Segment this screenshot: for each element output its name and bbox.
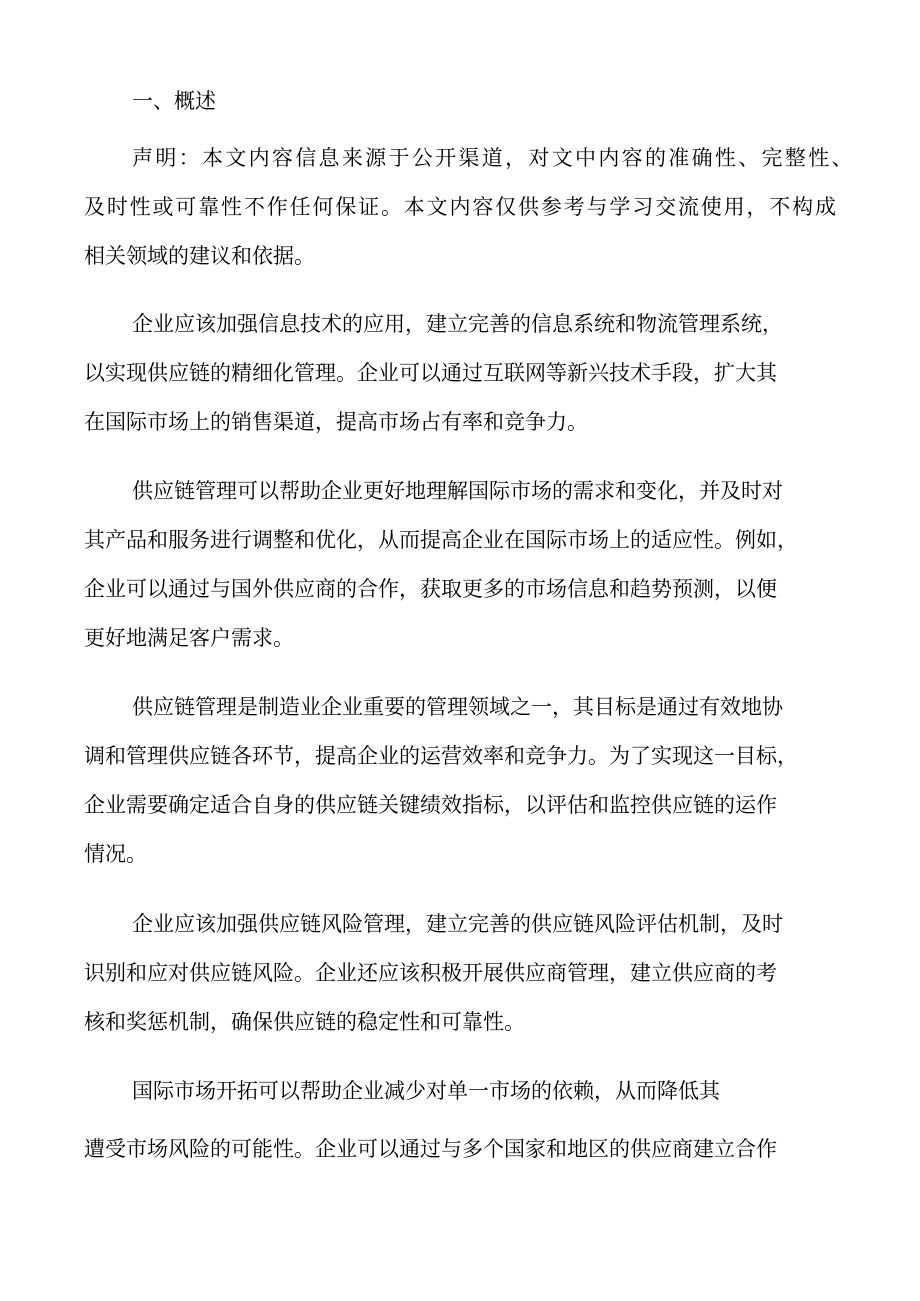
paragraph-line: 相关领域的建议和依据。 <box>84 244 315 268</box>
paragraph-line: 供应链管理是制造业企业重要的管理领域之一，其目标是通过有效地协 <box>132 695 783 719</box>
paragraph-line: 以实现供应链的精细化管理。企业可以通过互联网等新兴技术手段，扩大其 <box>84 361 777 385</box>
paragraph-line: 及时性或可靠性不作任何保证。本文内容仅供参考与学习交流使用，不构成 <box>84 195 836 219</box>
paragraph-line: 声明：本文内容信息来源于公开渠道，对文中内容的准确性、完整性、 <box>132 146 852 170</box>
paragraph-line: 国际市场开拓可以帮助企业减少对单一市场的依赖，从而降低其 <box>132 1079 720 1103</box>
paragraph-line: 更好地满足客户需求。 <box>84 626 294 650</box>
section-heading: 一、概述 <box>132 89 216 113</box>
paragraph-line: 情况。 <box>84 842 147 866</box>
paragraph-line: 企业应该加强信息技术的应用，建立完善的信息系统和物流管理系统， <box>132 312 783 336</box>
paragraph-line: 核和奖惩机制，确保供应链的稳定性和可靠性。 <box>84 1010 525 1034</box>
paragraph-line: 企业可以通过与国外供应商的合作，获取更多的市场信息和趋势预测，以便 <box>84 577 777 601</box>
paragraph-line: 企业需要确定适合自身的供应链关键绩效指标，以评估和监控供应链的运作 <box>84 793 777 817</box>
paragraph-line: 识别和应对供应链风险。企业还应该积极开展供应商管理，建立供应商的考 <box>84 961 777 985</box>
paragraph-line: 企业应该加强供应链风险管理，建立完善的供应链风险评估机制，及时 <box>132 912 783 936</box>
paragraph-line: 调和管理供应链各环节，提高企业的运营效率和竞争力。为了实现这一目标， <box>84 744 798 768</box>
paragraph-line: 其产品和服务进行调整和优化，从而提高企业在国际市场上的适应性。例如， <box>84 528 798 552</box>
paragraph-line: 遭受市场风险的可能性。企业可以通过与多个国家和地区的供应商建立合作 <box>84 1137 777 1161</box>
paragraph-line: 在国际市场上的销售渠道，提高市场占有率和竞争力。 <box>84 410 588 434</box>
paragraph-line: 供应链管理可以帮助企业更好地理解国际市场的需求和变化，并及时对 <box>132 479 783 503</box>
